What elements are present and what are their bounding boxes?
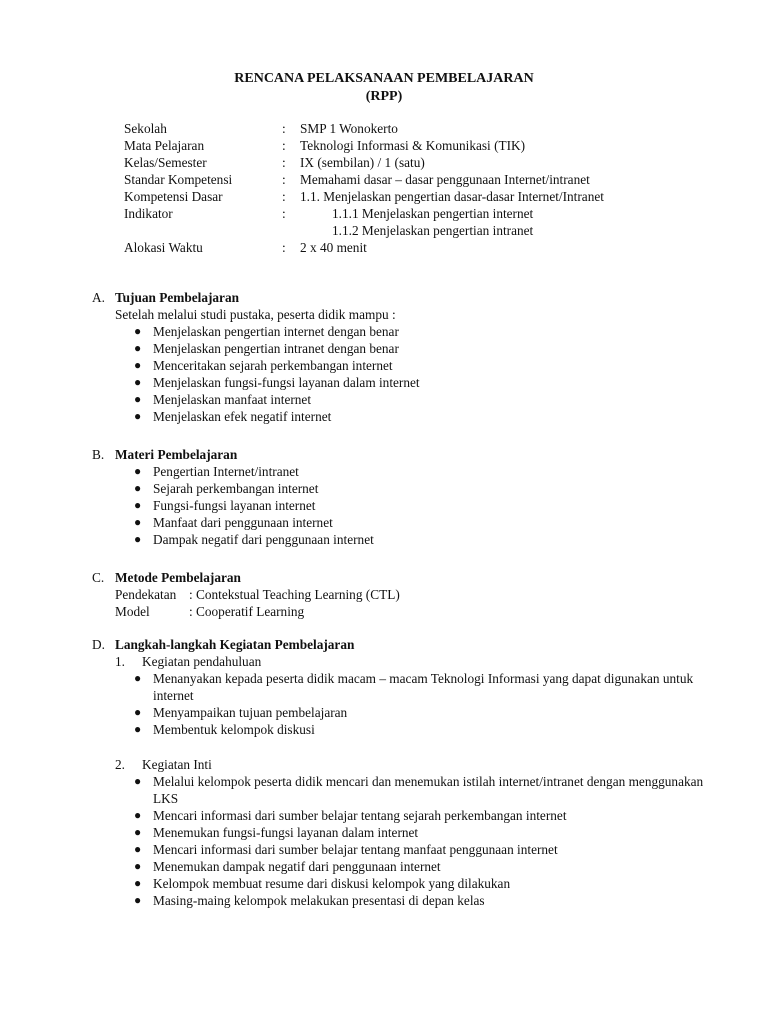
subsection-number: 2. xyxy=(115,757,125,772)
section-title: Langkah-langkah Kegiatan Pembelajaran xyxy=(115,637,355,652)
bullet-icon: ● xyxy=(134,324,142,338)
subsection-title: Kegiatan Inti xyxy=(142,757,212,772)
bullet-icon: ● xyxy=(134,358,142,372)
info-key xyxy=(124,222,282,239)
info-value: SMP 1 Wonokerto xyxy=(300,121,398,136)
bullet-icon: ● xyxy=(134,774,142,788)
list-item-text: Menyampaikan tujuan pembelajaran xyxy=(153,705,348,720)
list-item-text: Menanyakan kepada peserta didik macam – macam Teknologi Informasi yang dapat digunakan untuk internet xyxy=(153,671,694,703)
list-item-text: Pengertian Internet/intranet xyxy=(153,464,299,479)
list-item xyxy=(130,391,712,408)
info-key: Mata Pelajaran xyxy=(124,138,205,153)
bullet-icon: ● xyxy=(134,842,142,856)
list-item-text: Menjelaskan fungsi-fungsi layanan dalam internet xyxy=(153,375,420,390)
info-value: 1.1. Menjelaskan pengertian dasar-dasar Internet/Intranet xyxy=(300,189,604,204)
list-item-text: Masing-maing kelompok melakukan presentasi di depan kelas xyxy=(153,893,485,908)
bullet-icon: ● xyxy=(134,722,142,736)
list-item-text: Manfaat dari penggunaan internet xyxy=(153,515,333,530)
section-letter: D. xyxy=(92,637,105,652)
info-value: IX (sembilan) / 1 (satu) xyxy=(300,155,425,170)
section-heading xyxy=(92,636,712,653)
method-row-model xyxy=(92,603,712,620)
bullet-icon: ● xyxy=(134,532,142,546)
section-title: Metode Pembelajaran xyxy=(115,570,241,585)
info-row-alokasi-waktu xyxy=(124,239,604,256)
list-item xyxy=(130,408,712,425)
bullet-icon: ● xyxy=(134,825,142,839)
list-item xyxy=(130,875,712,892)
bullet-icon: ● xyxy=(134,876,142,890)
bullet-icon: ● xyxy=(134,392,142,406)
info-value: 1.1.2 Menjelaskan pengertian intranet xyxy=(332,223,534,238)
info-colon: : xyxy=(282,121,286,136)
info-row-sekolah xyxy=(124,120,604,137)
info-key: Kompetensi Dasar xyxy=(124,189,223,204)
list-item-text: Mencari informasi dari sumber belajar tentang sejarah perkembangan internet xyxy=(153,808,567,823)
list-item-text: Fungsi-fungsi layanan internet xyxy=(153,498,316,513)
list-item xyxy=(130,497,712,514)
info-colon: : xyxy=(282,172,286,187)
list-item xyxy=(130,357,712,374)
section-title: Materi Pembelajaran xyxy=(115,447,238,462)
list-item-text: Melalui kelompok peserta didik mencari dan menemukan istilah internet/intranet dengan menggunakan LKS xyxy=(153,774,704,806)
list-item-text: Mencari informasi dari sumber belajar tentang manfaat penggunaan internet xyxy=(153,842,558,857)
list-item-text: Menjelaskan pengertian intranet dengan benar xyxy=(153,341,399,356)
bullet-icon: ● xyxy=(134,705,142,719)
section-kegiatan-inti xyxy=(92,756,712,909)
list-item xyxy=(130,841,712,858)
method-key: Model xyxy=(115,604,150,619)
bullet-icon: ● xyxy=(134,341,142,355)
list-item xyxy=(130,824,712,841)
bullet-icon: ● xyxy=(134,859,142,873)
bullet-icon: ● xyxy=(134,515,142,529)
info-key: Indikator xyxy=(124,206,173,221)
list-item xyxy=(130,514,712,531)
bullet-icon: ● xyxy=(134,808,142,822)
method-value: : Contekstual Teaching Learning (CTL) xyxy=(189,587,400,602)
section-metode xyxy=(92,569,712,620)
list-item xyxy=(130,531,712,548)
bullet-list xyxy=(92,670,712,738)
list-item-text: Dampak negatif dari penggunaan internet xyxy=(153,532,374,547)
identity-table xyxy=(124,120,604,256)
list-item xyxy=(130,340,712,357)
section-letter: B. xyxy=(92,447,105,462)
section-intro: Setelah melalui studi pustaka, peserta didik mampu : xyxy=(115,307,396,322)
list-item-text: Menjelaskan manfaat internet xyxy=(153,392,312,407)
list-item-text: Sejarah perkembangan internet xyxy=(153,481,319,496)
list-item-text: Kelompok membuat resume dari diskusi kelompok yang dilakukan xyxy=(153,876,511,891)
list-item xyxy=(130,480,712,497)
bullet-icon: ● xyxy=(134,464,142,478)
info-row-kelas-semester xyxy=(124,154,604,171)
list-item xyxy=(130,670,712,704)
info-value: 2 x 40 menit xyxy=(300,240,367,255)
info-row-mata-pelajaran xyxy=(124,137,604,154)
info-key: Standar Kompetensi xyxy=(124,172,233,187)
info-value: 1.1.1 Menjelaskan pengertian internet xyxy=(332,206,534,221)
subsection-number: 1. xyxy=(115,654,125,669)
subsection-title: Kegiatan pendahuluan xyxy=(142,654,262,669)
method-value: : Cooperatif Learning xyxy=(189,604,305,619)
list-item xyxy=(130,892,712,909)
bullet-icon: ● xyxy=(134,481,142,495)
bullet-icon: ● xyxy=(134,375,142,389)
info-colon: : xyxy=(282,189,286,204)
info-row-indikator xyxy=(124,205,604,222)
list-item-text: Menjelaskan pengertian internet dengan benar xyxy=(153,324,399,339)
section-tujuan xyxy=(92,289,712,425)
list-item-text: Menemukan dampak negatif dari penggunaan internet xyxy=(153,859,441,874)
list-item xyxy=(130,721,712,738)
list-item xyxy=(130,773,712,807)
list-item xyxy=(130,807,712,824)
document-subtitle: (RPP) xyxy=(365,89,403,104)
info-row-standar-kompetensi xyxy=(124,171,604,188)
info-row-indikator-2 xyxy=(124,222,604,239)
info-colon: : xyxy=(282,240,286,255)
list-item xyxy=(130,858,712,875)
method-row-pendekatan xyxy=(92,586,712,603)
section-heading xyxy=(92,569,712,586)
list-item xyxy=(130,704,712,721)
bullet-list xyxy=(92,773,712,909)
info-row-kompetensi-dasar xyxy=(124,188,604,205)
bullet-icon: ● xyxy=(134,671,142,685)
subsection-heading-pendahuluan xyxy=(92,653,712,670)
section-title: Tujuan Pembelajaran xyxy=(115,290,239,305)
info-value: Teknologi Informasi & Komunikasi (TIK) xyxy=(300,138,526,153)
section-letter: A. xyxy=(92,290,105,305)
info-key: Sekolah xyxy=(124,121,167,136)
bullet-list xyxy=(92,323,712,425)
info-key: Kelas/Semester xyxy=(124,155,207,170)
list-item-text: Menjelaskan efek negatif internet xyxy=(153,409,332,424)
section-letter: C. xyxy=(92,570,105,585)
bullet-list xyxy=(92,463,712,548)
list-item-text: Menemukan fungsi-fungsi layanan dalam internet xyxy=(153,825,419,840)
bullet-icon: ● xyxy=(134,409,142,423)
list-item-text: Membentuk kelompok diskusi xyxy=(153,722,315,737)
list-item-text: Menceritakan sejarah perkembangan internet xyxy=(153,358,393,373)
list-item xyxy=(130,323,712,340)
section-heading xyxy=(92,446,712,463)
bullet-icon: ● xyxy=(134,498,142,512)
section-materi xyxy=(92,446,712,548)
subsection-heading-inti xyxy=(92,756,712,773)
info-value: Memahami dasar – dasar penggunaan Internet/intranet xyxy=(300,172,590,187)
list-item xyxy=(130,463,712,480)
info-colon: : xyxy=(282,155,286,170)
list-item xyxy=(130,374,712,391)
section-heading xyxy=(92,289,712,306)
info-key: Alokasi Waktu xyxy=(124,240,203,255)
info-colon: : xyxy=(282,138,286,153)
method-key: Pendekatan xyxy=(115,587,177,602)
info-colon: : xyxy=(282,206,286,221)
info-colon xyxy=(282,222,300,239)
document-title: RENCANA PELAKSANAAN PEMBELAJARAN xyxy=(234,71,534,86)
section-langkah xyxy=(92,636,712,738)
bullet-icon: ● xyxy=(134,893,142,907)
